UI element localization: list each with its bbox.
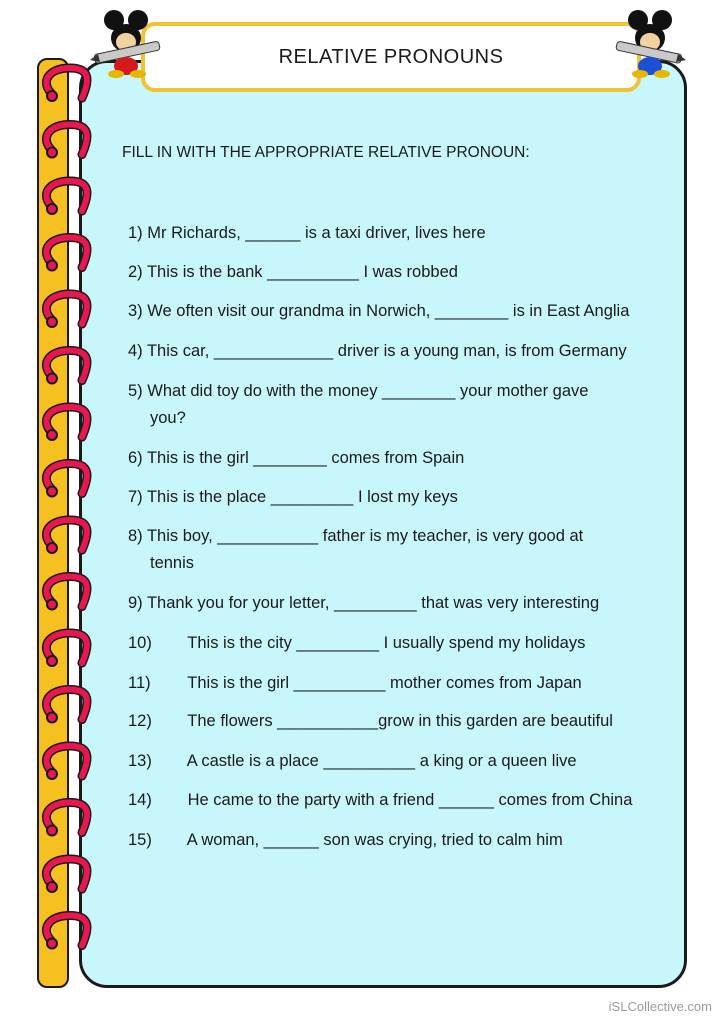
spiral-ring: [46, 294, 87, 327]
spiral-ring: [46, 520, 87, 553]
question-text: This is the place _________ I lost my keys: [146, 488, 458, 506]
spiral-ring: [46, 916, 87, 949]
question-item: [128, 298, 629, 325]
question-item: [128, 484, 458, 511]
spiral-ring: [46, 746, 87, 779]
question-number: 13): [128, 752, 152, 770]
question-text: This car, _____________ driver is a young man, is from Germany: [146, 342, 627, 360]
watermark: iSLCollective.com: [608, 999, 712, 1014]
question-number: 14): [128, 791, 152, 809]
question-item: [128, 338, 627, 365]
question-item: [128, 670, 582, 697]
question-text-continued: tennis: [150, 554, 195, 572]
question-text: Thank you for your letter, _________ that was very interesting: [146, 594, 600, 612]
spiral-ring: [46, 464, 87, 497]
spiral-ring: [46, 407, 87, 440]
question-text: A woman, ______ son was crying, tried to calm him: [186, 831, 563, 849]
question-text: We often visit our grandma in Norwich, ________ is in East Anglia: [147, 302, 630, 320]
spiral-ring: [46, 351, 87, 384]
question-item: [128, 787, 632, 814]
question-number: 5): [128, 382, 143, 400]
title-banner: [141, 22, 641, 92]
question-number: 7): [128, 488, 143, 506]
instruction-text: FILL IN WITH THE APPROPRIATE RELATIVE PRONOUN:: [122, 144, 530, 161]
question-item: [128, 523, 583, 577]
question-text: This is the girl __________ mother comes from Japan: [187, 674, 582, 692]
question-item: [128, 827, 563, 854]
question-text: The flowers ___________grow in this garden are beautiful: [187, 712, 613, 730]
spiral-ring: [46, 633, 87, 666]
question-number: 9): [128, 594, 143, 612]
question-number: 8): [128, 527, 143, 545]
spiral-ring: [46, 577, 87, 610]
spiral-ring: [46, 859, 87, 892]
question-item: [128, 220, 486, 247]
spiral-rings: [30, 60, 110, 960]
question-item: [128, 708, 613, 735]
page-title: RELATIVE PRONOUNS: [278, 45, 504, 68]
question-number: 4): [128, 342, 143, 360]
question-number: 15): [128, 831, 152, 849]
spiral-ring: [46, 68, 87, 101]
spiral-ring: [46, 690, 87, 723]
question-text: This is the girl ________ comes from Spain: [146, 449, 465, 467]
question-item: [128, 259, 458, 286]
question-number: 6): [128, 449, 143, 467]
cartoon-mouse-pencil-icon: [610, 8, 690, 78]
question-item: [128, 748, 577, 775]
question-number: 12): [128, 712, 152, 730]
question-number: 2): [128, 263, 143, 281]
question-item: [128, 630, 585, 657]
question-number: 11): [128, 674, 151, 692]
question-text: This is the bank __________ I was robbed: [146, 263, 458, 281]
question-number: 3): [128, 302, 143, 320]
question-number: 1): [128, 224, 143, 242]
question-text: What did toy do with the money ________ your mother gave: [147, 382, 589, 400]
question-text-continued: you?: [150, 409, 186, 427]
question-text: He came to the party with a friend ______ comes from China: [187, 791, 633, 809]
spiral-ring: [46, 238, 87, 271]
question-item: [128, 590, 599, 617]
spiral-ring: [46, 803, 87, 836]
question-text: A castle is a place __________ a king or a queen live: [186, 752, 577, 770]
question-item: [128, 378, 588, 432]
question-text: Mr Richards, ______ is a taxi driver, lives here: [147, 224, 486, 242]
question-text: This is the city _________ I usually spend my holidays: [187, 634, 586, 652]
spiral-ring: [46, 181, 87, 214]
cartoon-mouse-pencil-icon: [86, 8, 166, 78]
spiral-ring: [46, 125, 87, 158]
question-number: 10): [128, 634, 152, 652]
question-text: This boy, ___________ father is my teacher, is very good at: [146, 527, 584, 545]
question-item: [128, 445, 464, 472]
